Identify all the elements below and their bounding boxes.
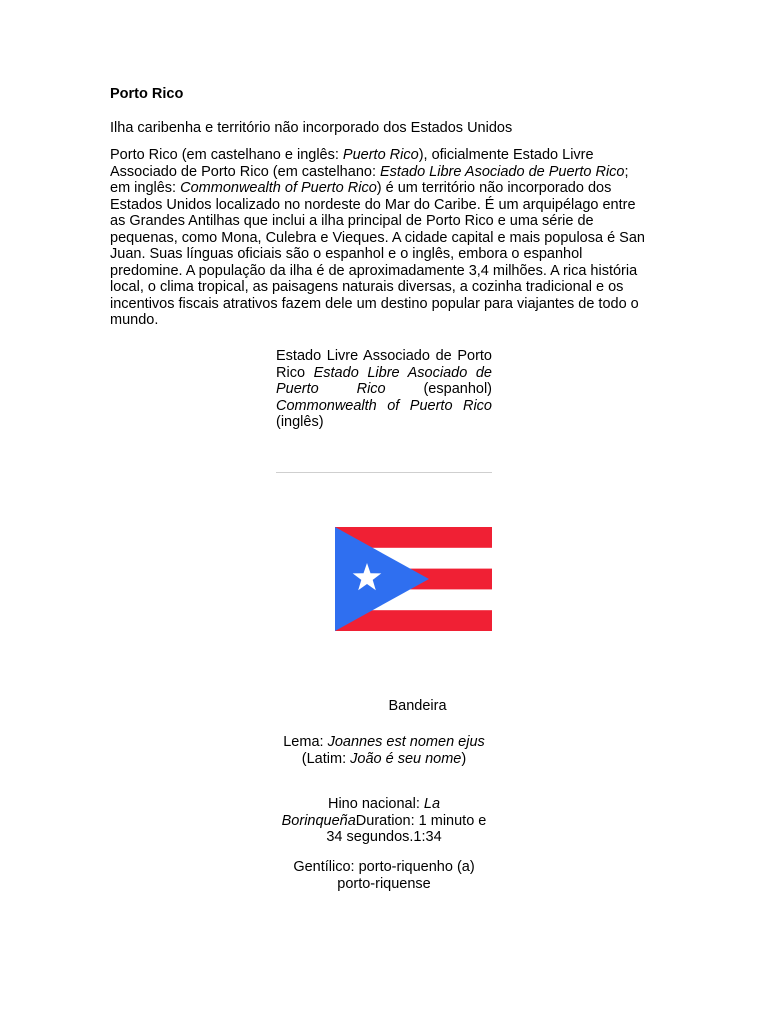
intro-text-1: Porto Rico (em castelhano e inglês:: [110, 147, 343, 163]
anthem-duration: Duration: 1 minuto e 34 segundos.1:34: [326, 812, 487, 845]
anthem-block: [276, 796, 492, 846]
page-subtitle: Ilha caribenha e território não incorporado dos Estados Unidos: [110, 120, 513, 136]
motto-latin-translation: João é seu nome: [350, 750, 462, 767]
official-name-spanish: Estado Libre Asociado de Puerto Rico: [276, 364, 492, 397]
flag-image: [335, 527, 492, 631]
official-name-spanish-lang: (espanhol): [385, 381, 492, 397]
motto-label: Lema:: [283, 734, 328, 750]
motto-latin-close: ): [461, 750, 467, 767]
page-title: Porto Rico: [110, 86, 184, 102]
flag-caption: Bandeira: [388, 698, 447, 714]
infobox-official-names: [276, 348, 492, 431]
anthem-label: Hino nacional:: [327, 796, 424, 812]
intro-name-original: Puerto Rico: [342, 147, 419, 163]
intro-name-english: Commonwealth of Puerto Rico: [180, 180, 377, 196]
intro-paragraph: [110, 147, 646, 329]
official-name-portuguese: Estado Livre Associado de Porto Rico: [276, 348, 492, 381]
intro-text-4: ) é um território não incorporado dos Estados Unidos localizado no nordeste do Mar do Caribe. É um arquipélago entre as Grandes Antilhas que inclui a ilha principal de Porto Rico e uma série de pequenas, como Mona, Culebra e Vieques. A cidade capital e mais populosa é San Juan. Suas línguas oficiais são o espanhol e o inglês, embora o espanhol predomine. A população da ilha é de aproximadamente 3,4 milhões. A rica história local, o clima tropical, as paisagens naturais diversas, a cozinha tradicional e os incentivos fiscais atrativos fazem dele um destino popular para viajantes de todo o mundo.: [110, 180, 645, 328]
intro-name-spanish: Estado Libre Asociado de Puerto Rico: [380, 163, 625, 180]
motto-value: Joannes est nomen ejus: [327, 734, 485, 750]
demonym-block: Gentílico: porto-riquenho (a) porto-riquense: [293, 859, 475, 892]
official-name-english-lang: (inglês): [276, 414, 324, 430]
motto-block: [276, 734, 492, 767]
intro-text-2: ), oficialmente Estado Livre Associado de Porto Rico (em castelhano:: [110, 147, 594, 180]
infobox-divider: [276, 472, 492, 473]
official-name-english: Commonwealth of Puerto Rico: [276, 397, 492, 414]
anthem-link[interactable]: La Borinqueña: [281, 796, 441, 829]
intro-text-3: ; em inglês:: [110, 163, 629, 196]
motto-latin-open: (Latim:: [301, 750, 351, 767]
